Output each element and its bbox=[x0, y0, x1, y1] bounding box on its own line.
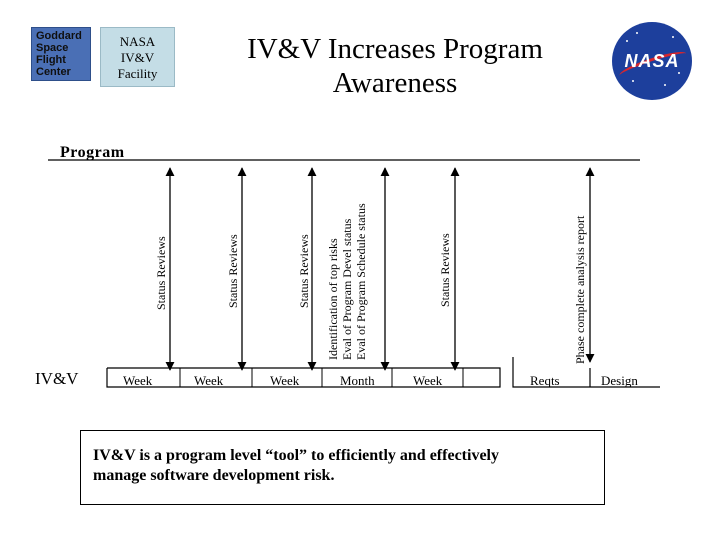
segment-label-week-1: Week bbox=[123, 373, 153, 388]
statement-line2: manage software development risk. bbox=[93, 467, 335, 484]
arrow-label-2: Status Reviews bbox=[226, 234, 240, 308]
segment-label-reqts: Reqts bbox=[530, 373, 560, 388]
facility-line: Facility bbox=[117, 66, 158, 81]
segment-label-week-3: Week bbox=[270, 373, 300, 388]
gsfc-logo-line: Goddard bbox=[36, 30, 82, 42]
ivv-label: IV&V bbox=[35, 369, 79, 388]
facility-line: IV&V bbox=[120, 50, 155, 65]
gsfc-logo-line: Center bbox=[36, 66, 71, 78]
arrow-label-3: Status Reviews bbox=[297, 234, 311, 308]
segment-label-design: Design bbox=[601, 373, 638, 388]
statement-line1: IV&V is a program level “tool” to efficiently and effectively bbox=[93, 447, 499, 464]
arrow-label-5: Status Reviews bbox=[438, 233, 452, 307]
nasa-logo-text: NASA bbox=[624, 50, 680, 71]
segment-label-week-4: Week bbox=[413, 373, 443, 388]
summary-statement bbox=[80, 430, 605, 505]
segment-label-week-2: Week bbox=[194, 373, 224, 388]
segment-label-month: Month bbox=[340, 373, 375, 388]
program-label: Program bbox=[60, 144, 125, 161]
facility-line: NASA bbox=[119, 34, 156, 49]
slide-title-line1: IV&V Increases Program bbox=[247, 33, 543, 65]
arrow-label-6: Phase complete analysis report bbox=[573, 215, 587, 364]
slide-title-line2: Awareness bbox=[332, 67, 458, 99]
gsfc-logo-line: Flight bbox=[36, 54, 66, 66]
arrow-label-4: Identification of top risks Eval of Program Devel status Eval of Program Schedule status bbox=[326, 203, 368, 360]
gsfc-logo-line: Space bbox=[36, 42, 69, 54]
arrow-label-1: Status Reviews bbox=[154, 236, 168, 310]
